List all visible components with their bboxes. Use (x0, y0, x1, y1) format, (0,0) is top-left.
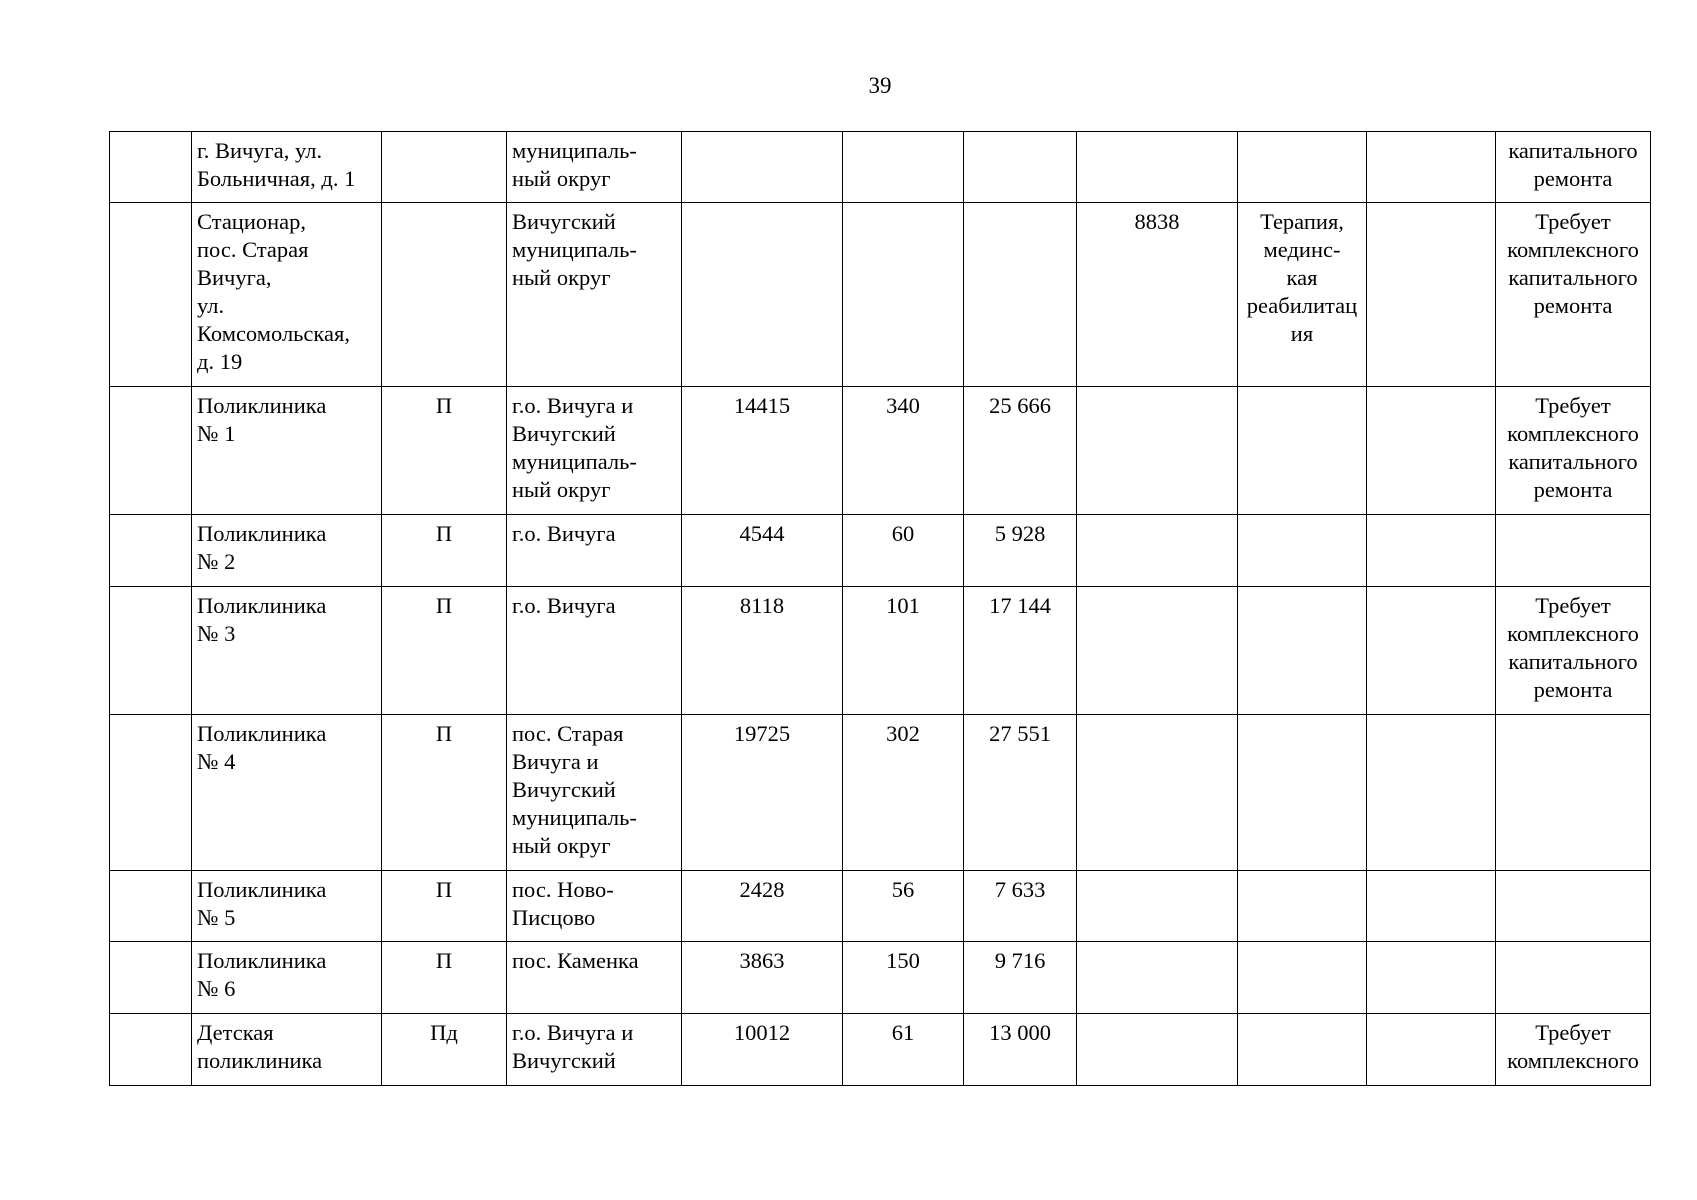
cell-beds: 8838 (1077, 203, 1238, 387)
cell-type: Пд (382, 1014, 507, 1086)
cell-extra (1367, 715, 1496, 871)
cell-extra (1367, 387, 1496, 515)
cell-type (382, 132, 507, 203)
cell-profile (1238, 515, 1367, 587)
cell-beds (1077, 871, 1238, 942)
cell-population (682, 203, 843, 387)
cell-type: П (382, 515, 507, 587)
table-row (110, 1014, 1651, 1086)
cell-note: Требует комплексного капитального ремонта (1496, 587, 1651, 715)
cell-square: 9 716 (964, 942, 1077, 1014)
cell-visits: 101 (843, 587, 964, 715)
cell-square: 13 000 (964, 1014, 1077, 1086)
cell-name: Поликлиника № 2 (192, 515, 382, 587)
cell-extra (1367, 203, 1496, 387)
cell-visits: 56 (843, 871, 964, 942)
cell-square: 25 666 (964, 387, 1077, 515)
cell-name: Поликлиника № 4 (192, 715, 382, 871)
cell-visits (843, 203, 964, 387)
cell-type: П (382, 387, 507, 515)
cell-note: капитального ремонта (1496, 132, 1651, 203)
cell-number (110, 515, 192, 587)
cell-number (110, 132, 192, 203)
facilities-table (109, 131, 1651, 1086)
cell-name: Стационар, пос. Старая Вичуга, ул. Комсомольская, д. 19 (192, 203, 382, 387)
cell-visits: 61 (843, 1014, 964, 1086)
cell-visits: 60 (843, 515, 964, 587)
cell-number (110, 871, 192, 942)
cell-note: Требует комплексного капитального ремонта (1496, 203, 1651, 387)
cell-beds (1077, 942, 1238, 1014)
cell-population: 4544 (682, 515, 843, 587)
cell-area: Вичугский муниципаль- ный округ (507, 203, 682, 387)
cell-population: 19725 (682, 715, 843, 871)
cell-beds (1077, 387, 1238, 515)
cell-profile (1238, 132, 1367, 203)
cell-area: пос. Ново- Писцово (507, 871, 682, 942)
table-row (110, 132, 1651, 203)
cell-number (110, 1014, 192, 1086)
cell-extra (1367, 587, 1496, 715)
cell-extra (1367, 132, 1496, 203)
cell-area: г.о. Вичуга (507, 515, 682, 587)
cell-note (1496, 942, 1651, 1014)
table-row (110, 942, 1651, 1014)
cell-beds (1077, 515, 1238, 587)
cell-profile: Терапия, мединс- кая реабилитац ия (1238, 203, 1367, 387)
cell-population (682, 132, 843, 203)
cell-population: 2428 (682, 871, 843, 942)
cell-beds (1077, 132, 1238, 203)
cell-extra (1367, 942, 1496, 1014)
cell-square: 17 144 (964, 587, 1077, 715)
cell-note (1496, 871, 1651, 942)
cell-square: 7 633 (964, 871, 1077, 942)
cell-visits: 150 (843, 942, 964, 1014)
cell-type: П (382, 942, 507, 1014)
page-number: 39 (868, 73, 892, 98)
table-row (110, 587, 1651, 715)
cell-area: пос. Каменка (507, 942, 682, 1014)
cell-visits: 302 (843, 715, 964, 871)
table-row (110, 871, 1651, 942)
cell-name: Поликлиника № 5 (192, 871, 382, 942)
cell-extra (1367, 871, 1496, 942)
cell-number (110, 203, 192, 387)
cell-population: 14415 (682, 387, 843, 515)
cell-note (1496, 715, 1651, 871)
cell-area: г.о. Вичуга и Вичугский муниципаль- ный округ (507, 387, 682, 515)
cell-population: 3863 (682, 942, 843, 1014)
table-row (110, 387, 1651, 515)
cell-visits: 340 (843, 387, 964, 515)
cell-type (382, 203, 507, 387)
cell-beds (1077, 587, 1238, 715)
cell-number (110, 715, 192, 871)
table-row (110, 203, 1651, 387)
cell-square: 27 551 (964, 715, 1077, 871)
cell-type: П (382, 871, 507, 942)
cell-name: Детская поликлиника (192, 1014, 382, 1086)
cell-extra (1367, 515, 1496, 587)
cell-population: 10012 (682, 1014, 843, 1086)
cell-number (110, 942, 192, 1014)
cell-note (1496, 515, 1651, 587)
table-row (110, 715, 1651, 871)
cell-area: пос. Старая Вичуга и Вичугский муниципаль- ный округ (507, 715, 682, 871)
cell-profile (1238, 942, 1367, 1014)
cell-extra (1367, 1014, 1496, 1086)
cell-visits (843, 132, 964, 203)
cell-name: Поликлиника № 1 (192, 387, 382, 515)
cell-square (964, 132, 1077, 203)
table-row (110, 515, 1651, 587)
cell-type: П (382, 715, 507, 871)
cell-profile (1238, 387, 1367, 515)
cell-note: Требует комплексного (1496, 1014, 1651, 1086)
cell-square: 5 928 (964, 515, 1077, 587)
cell-profile (1238, 587, 1367, 715)
cell-note: Требует комплексного капитального ремонта (1496, 387, 1651, 515)
cell-area: г.о. Вичуга (507, 587, 682, 715)
cell-square (964, 203, 1077, 387)
cell-profile (1238, 871, 1367, 942)
cell-area: муниципаль- ный округ (507, 132, 682, 203)
cell-name: Поликлиника № 6 (192, 942, 382, 1014)
cell-number (110, 387, 192, 515)
cell-name: Поликлиника № 3 (192, 587, 382, 715)
cell-profile (1238, 1014, 1367, 1086)
cell-beds (1077, 715, 1238, 871)
cell-population: 8118 (682, 587, 843, 715)
cell-beds (1077, 1014, 1238, 1086)
cell-profile (1238, 715, 1367, 871)
cell-area: г.о. Вичуга и Вичугский (507, 1014, 682, 1086)
cell-number (110, 587, 192, 715)
cell-name: г. Вичуга, ул. Больничная, д. 1 (192, 132, 382, 203)
cell-type: П (382, 587, 507, 715)
